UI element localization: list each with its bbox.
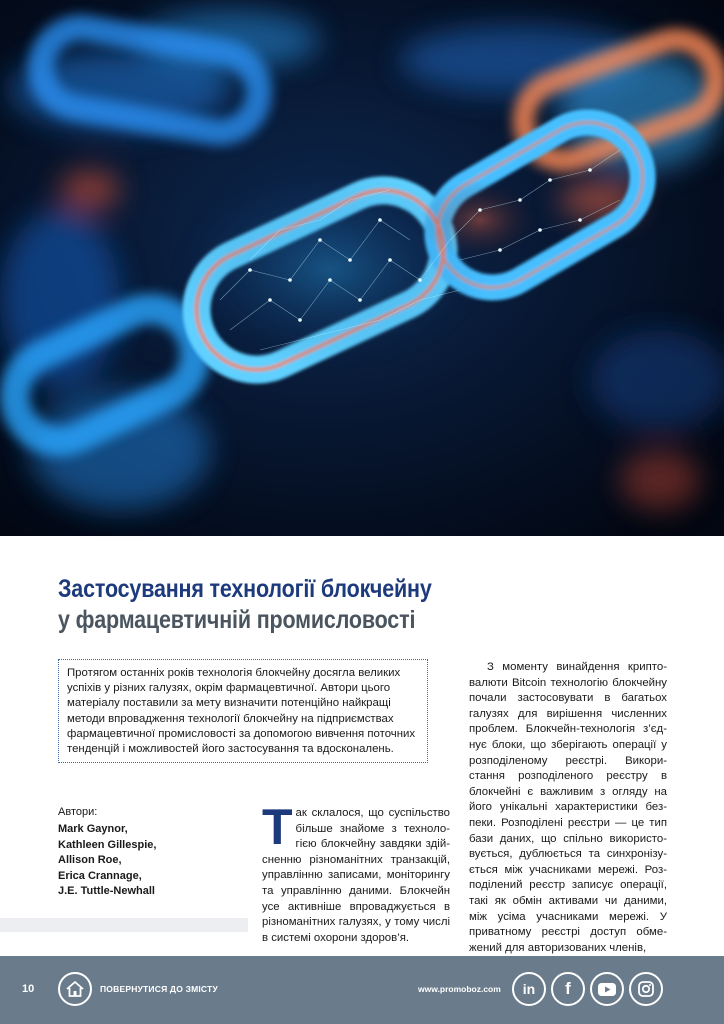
instagram-button[interactable] (629, 972, 663, 1006)
abstract-box (58, 659, 428, 763)
abstract-text: Протягом останніх років технологія блокчейну досягла великих успіхів у різних галузях, окрім фармацевтичної. Автори цього матеріалу поставили за мету визначити потенційно найкращі методи впровадження технології блокчейну на підприємствах фармацевтичної промисловості за допомогою вивчення поточних тенденцій і можливостей його застосування та вдосконалень. (67, 667, 416, 756)
authors-label: Автори: (58, 806, 98, 818)
youtube-icon (598, 983, 616, 996)
instagram-icon (638, 981, 654, 997)
facebook-icon: f (565, 979, 571, 998)
facebook-button[interactable] (551, 972, 585, 1006)
body-column-2 (469, 660, 667, 954)
authors-list (58, 822, 156, 900)
linkedin-button[interactable] (512, 972, 546, 1006)
back-to-contents-link[interactable]: ПОВЕРНУТИСЯ ДО ЗМІСТУ (100, 984, 218, 994)
author-name: Erica Crannage, (58, 869, 142, 882)
title-line-1: Застосування технології блокчейну (58, 575, 432, 603)
author-name: J.E. Tuttle-Newhall (58, 885, 155, 897)
linkedin-icon: in (522, 981, 536, 997)
author-name: Mark Gaynor, (58, 823, 128, 835)
author-name: Allison Roe, (58, 854, 122, 866)
home-icon (65, 980, 85, 998)
body-column-1 (262, 799, 450, 946)
author-name: Kathleen Gillespie, (58, 838, 157, 851)
footer-bar (0, 956, 724, 1024)
body-text-1: ак склалося, що суспільство більше знайоме з технологією блокчейну завдяки здійсненню різноманітних транзакцій, управлінню записами, моніторингу та управлінню даними. Блокчейн усе активніше впроваджується в різноманітних галузях, у тому числі в системі охорони здоров’я. (262, 807, 450, 944)
drop-cap: Т (262, 799, 293, 855)
decorative-strip (0, 918, 248, 932)
title-line-2: у фармацевтичній промисловості (58, 606, 416, 634)
home-button[interactable] (58, 972, 92, 1006)
body-text-2: З моменту винайдення криптовалюти Bitcoin технологію блокчейну почали застосовувати в багатьох галузях для вирішення численних проблем. Блокчейн-технологія з’єднує блоки, що зберігають операції у розподіленому реєстрі. Використання розподіленого реєстру в блокчейні є важливим з огляду на його унікальні характеристики безпеки. Розподілені реєстри — це тип бази даних, що спільно використовується, дублюється та синхронізується між учасниками мережі. Розподілений реєстр записує операції, такі як обмін активами чи даними, між усіма учасниками мережі. У приватному реєстрі доступ обмежений для авторизованих членів, (469, 661, 667, 954)
website-link[interactable]: www.promoboz.com (418, 984, 501, 994)
article-title (58, 574, 591, 636)
youtube-button[interactable] (590, 972, 624, 1006)
page-number: 10 (22, 983, 35, 995)
